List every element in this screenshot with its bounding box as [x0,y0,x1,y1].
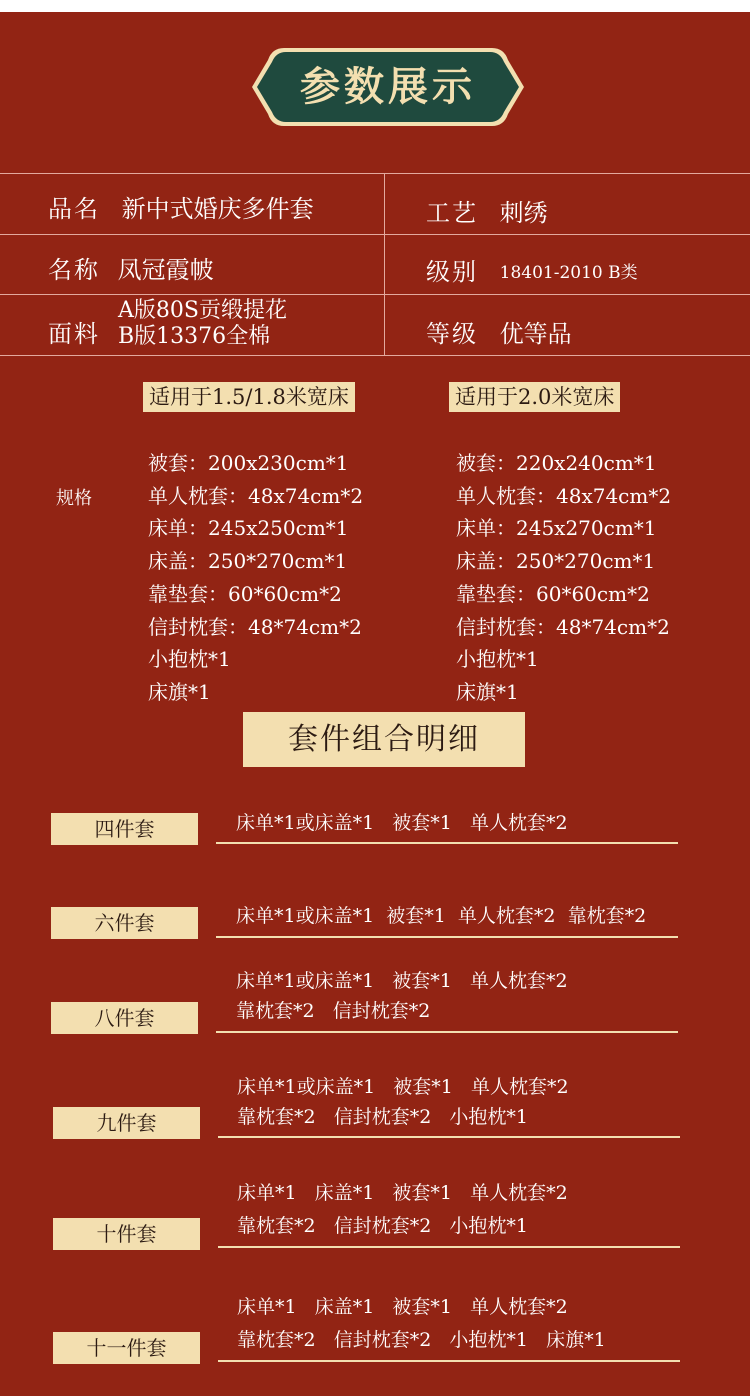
set-underline [218,1360,680,1362]
param-name-value: 新中式婚庆多件套 [121,195,314,223]
spec-item: 床盖：250*270cm*1 [456,549,656,574]
set-line-text: 靠枕套*2 信封枕套*2 [236,1000,431,1022]
set-underline [218,1246,680,1248]
size-tag-left: 适用于1.5/1.8米宽床 [143,382,355,412]
set-line-text: 床单*1或床盖*1 被套*1 单人枕套*2 靠枕套*2 [236,905,647,927]
size-tag-right: 适用于2.0米宽床 [449,382,620,412]
table-line-2 [0,234,750,235]
set-label-10: 十件套 [53,1218,200,1250]
param-craft-value: 刺绣 [499,199,548,227]
spec-item: 被套：220x240cm*1 [456,451,657,475]
spec-item: 小抱枕*1 [456,647,539,672]
param-title-value: 凤冠霞帔 [117,256,214,284]
set-line-text: 床单*1或床盖*1 被套*1 单人枕套*2 [236,970,568,992]
set-line-text: 床单*1 床盖*1 被套*1 单人枕套*2 [237,1182,568,1204]
table-line-1 [0,173,750,174]
spec-item: 靠垫套：60*60cm*2 [456,581,650,606]
param-title-label: 名称 [48,256,100,284]
set-underline [218,1136,680,1138]
param-craft-row [426,193,548,228]
param-level-row [426,252,638,287]
param-fabric-line-2: B版13376全棉 [118,324,271,349]
spec-list-left [148,447,363,709]
set-line-text: 床单*1或床盖*1 被套*1 单人枕套*2 [236,812,568,834]
table-line-4 [0,355,750,356]
spec-item: 床旗*1 [148,679,211,704]
spec-item: 信封枕套：48*74cm*2 [148,614,362,639]
set-label-6: 六件套 [51,907,198,939]
spec-item: 被套：200x230cm*1 [148,451,349,475]
spec-item: 床盖：250*270cm*1 [148,549,348,574]
set-label-11: 十一件套 [53,1332,200,1364]
param-level-label: 级别 [426,258,478,286]
spec-list-right [456,447,671,709]
spec-item: 靠垫套：60*60cm*2 [148,581,342,606]
set-line-text: 床单*1或床盖*1 被套*1 单人枕套*2 [237,1076,569,1098]
spec-item: 单人枕套：48x74cm*2 [148,483,364,508]
set-label-8: 八件套 [51,1002,198,1034]
table-divider [384,173,385,355]
param-level-value: 18401-2010 B类 [499,263,638,283]
param-fabric-label: 面料 [48,320,100,348]
spec-label: 规格 [56,488,92,509]
set-label-4: 四件套 [51,813,198,845]
spec-item: 床单：245x270cm*1 [456,516,657,541]
set-underline [216,936,678,938]
set-label-9: 九件套 [53,1107,200,1139]
spec-item: 单人枕套：48x74cm*2 [456,483,672,508]
param-craft-label: 工艺 [426,199,478,227]
spec-item: 信封枕套：48*74cm*2 [456,614,670,639]
spec-item: 床旗*1 [456,679,519,704]
title-badge [250,46,526,128]
set-underline [216,842,678,844]
table-line-3 [0,294,750,295]
param-name-label: 品名 [48,195,100,223]
spec-item: 小抱枕*1 [148,647,231,672]
param-title-row [48,250,214,285]
param-grade-row [426,314,572,349]
param-fabric-line-1: A版80S贡缎提花 [118,298,287,323]
set-underline [216,1031,678,1033]
param-grade-value: 优等品 [499,320,572,348]
set-line-text: 靠枕套*2 信封枕套*2 小抱枕*1 [237,1106,529,1128]
set-line-text: 靠枕套*2 信封枕套*2 小抱枕*1 床旗*1 [237,1329,606,1351]
param-fabric-value [118,298,287,350]
combo-title: 套件组合明细 [243,712,525,767]
spec-item: 床单：245x250cm*1 [148,516,349,541]
set-line-text: 床单*1 床盖*1 被套*1 单人枕套*2 [237,1296,568,1318]
page-title: 参数展示 [300,64,476,110]
set-line-text: 靠枕套*2 信封枕套*2 小抱枕*1 [237,1215,529,1237]
param-grade-label: 等级 [426,320,478,348]
top-white-strip [0,0,750,12]
param-name-row [48,189,314,224]
